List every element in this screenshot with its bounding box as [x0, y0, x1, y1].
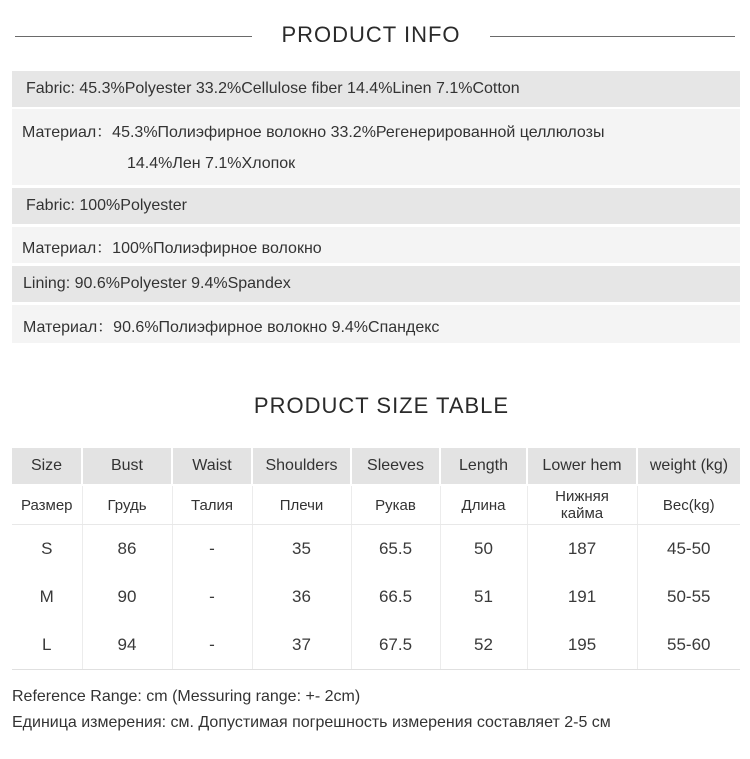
cell-sleeves: 67.5 — [351, 621, 440, 670]
cell-lower-hem: 195 — [527, 621, 637, 670]
cell-size: L — [12, 621, 82, 670]
cell-shoulders: 35 — [252, 525, 351, 574]
cell-bust: 86 — [82, 525, 172, 574]
cell-sleeves: 66.5 — [351, 573, 440, 621]
header-length: Length — [440, 448, 527, 485]
divider-left — [15, 36, 252, 37]
cell-weight: 50-55 — [667, 587, 711, 606]
cell-size: S — [12, 525, 82, 574]
header-ru-bust: Грудь — [82, 485, 172, 525]
table-row — [12, 525, 740, 574]
header-ru-size: Размер — [12, 485, 82, 525]
product-info-title: PRODUCT INFO — [281, 22, 461, 47]
table-row — [12, 621, 740, 670]
header-ru-weight: Вес(kg) — [637, 485, 740, 525]
cell-length: 50 — [440, 525, 527, 574]
cell-waist: - — [172, 621, 252, 670]
info-row-fabric-1-text: Fabric: 45.3%Polyester 33.2%Cellulose fiber 14.4%Linen 7.1%Cotton — [26, 80, 520, 97]
cell-bust: 90 — [82, 573, 172, 621]
info-row-material-1-text2: 14.4%Лен 7.1%Хлопок — [127, 155, 296, 172]
cell-shoulders: 37 — [252, 621, 351, 670]
table-row — [12, 573, 740, 621]
cell-size: M — [12, 573, 82, 621]
cell-waist: - — [172, 525, 252, 574]
header-lower-hem: Lower hem — [527, 448, 637, 485]
cell-weight: 45-50 — [667, 539, 711, 558]
measurement-notes — [12, 684, 742, 736]
size-table-header-row — [12, 448, 740, 485]
cell-length: 52 — [440, 621, 527, 670]
header-ru-sleeves: Рукав — [351, 485, 440, 525]
header-bust: Bust — [82, 448, 172, 485]
header-ru-lower-hem: Нижняя кайма — [527, 485, 637, 525]
header-size: Size — [12, 448, 82, 485]
cell-lower-hem: 191 — [527, 573, 637, 621]
note-reference-range: Reference Range: cm (Messuring range: +- 2cm) — [12, 688, 361, 705]
product-info-header — [0, 20, 750, 54]
cell-bust: 94 — [82, 621, 172, 670]
cell-weight: 55-60 — [637, 621, 740, 670]
cell-waist: - — [172, 573, 252, 621]
divider-right — [490, 36, 735, 37]
header-sleeves: Sleeves — [351, 448, 440, 485]
info-row-lining-text: Lining: 90.6%Polyester 9.4%Spandex — [23, 275, 291, 292]
note-unit-ru: Единица измерения: см. Допустимая погрешность измерения составляет 2-5 см — [12, 714, 611, 731]
header-ru-length: Длина — [440, 485, 527, 525]
header-ru-shoulders: Плечи — [252, 485, 351, 525]
cell-lower-hem: 187 — [527, 525, 637, 574]
size-table — [12, 448, 740, 670]
info-row-fabric-2-text: Fabric: 100%Polyester — [26, 197, 187, 214]
size-table-header-row-ru — [12, 485, 740, 525]
cell-length: 51 — [440, 573, 527, 621]
size-table-title: PRODUCT SIZE TABLE — [253, 393, 510, 418]
header-ru-waist: Талия — [172, 485, 252, 525]
header-waist: Waist — [172, 448, 252, 485]
cell-sleeves: 65.5 — [351, 525, 440, 574]
info-row-material-2-text: Материал：100%Полиэфирное волокно — [22, 240, 322, 257]
header-shoulders: Shoulders — [252, 448, 351, 485]
info-row-material-1-text: Материал：45.3%Полиэфирное волокно 33.2%Регенерированной целлюлозы — [22, 124, 605, 141]
info-row-material-3-text: Материал：90.6%Полиэфирное волокно 9.4%Спандекс — [23, 319, 440, 336]
cell-shoulders: 36 — [252, 573, 351, 621]
header-weight: weight (kg) — [637, 448, 740, 485]
